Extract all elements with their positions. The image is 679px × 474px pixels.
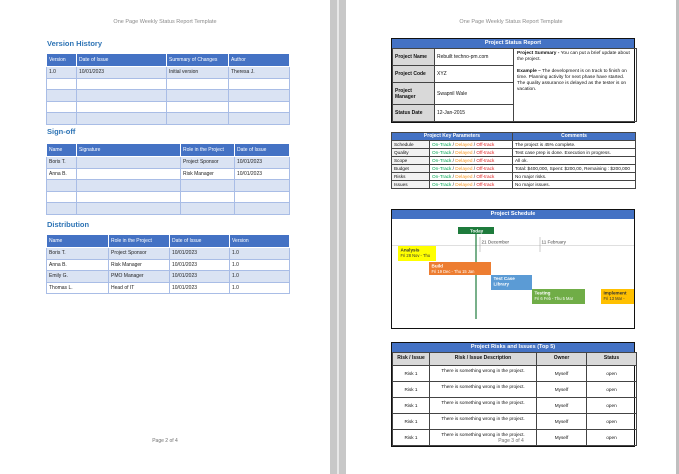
risk-description: There is something wrong in the project. (430, 398, 537, 414)
parameter-status (430, 149, 513, 157)
page-2 (0, 0, 330, 474)
table-cell (235, 180, 290, 192)
running-title: One Page Weekly Status Report Template (113, 19, 217, 25)
risks-table (392, 352, 637, 446)
parameter-name: Risks (392, 173, 430, 181)
risk-id: Risk 1 (393, 366, 430, 382)
schedule-title: Project Schedule (392, 210, 634, 219)
status-delayed: Delayed (455, 182, 473, 187)
table-row (47, 113, 290, 125)
risk-owner: Myself (537, 430, 587, 446)
project-status-report (391, 38, 635, 123)
table-cell: 1.0 (230, 259, 290, 271)
parameter-comment: No major issues. (513, 181, 636, 189)
status-delayed: Delayed (455, 158, 473, 163)
signoff-table (46, 143, 290, 215)
task-dates: Fri 19 Dec - Thu 15 Jan (431, 269, 475, 274)
column-header: Date of Issue (77, 54, 167, 67)
table-row (393, 382, 637, 398)
version-history-table (46, 53, 290, 125)
column-header: Role in the Project (181, 144, 235, 157)
table-cell (167, 113, 229, 125)
table-cell (181, 191, 235, 203)
signature-cell[interactable] (77, 191, 181, 203)
table-row (47, 78, 290, 90)
table-row (392, 181, 636, 189)
column-header: Name (47, 235, 109, 248)
table-row (47, 101, 290, 113)
column-header: Version (47, 54, 77, 67)
table-cell: Boris T. (47, 248, 109, 260)
signature-cell[interactable] (77, 157, 181, 169)
table-row (47, 203, 290, 215)
table-cell (47, 191, 77, 203)
table-cell (229, 101, 290, 113)
table-cell: 1.0 (230, 248, 290, 260)
parameter-status (430, 173, 513, 181)
column-header: Risk / Issue Description (430, 353, 537, 366)
risk-id: Risk 1 (393, 414, 430, 430)
project-schedule (391, 209, 635, 329)
version-history-heading: Version History (47, 39, 103, 48)
risk-owner: Myself (537, 398, 587, 414)
status-delayed: Delayed (455, 142, 473, 147)
status-delayed: Delayed (455, 174, 473, 179)
table-cell (47, 203, 77, 215)
status-off-track: Off-track (476, 158, 495, 163)
today-label: Today (470, 228, 484, 234)
table-row (393, 414, 637, 430)
risk-status: open (587, 398, 637, 414)
table-cell: 10/01/2023 (235, 168, 290, 180)
status-on-track: On-Track (432, 166, 452, 171)
risk-status: open (587, 430, 637, 446)
project-code-value: XYZ (435, 66, 514, 83)
parameter-comment: Test case prep is done. Execution in progress. (513, 149, 636, 157)
summary-label: Project Summary - (517, 51, 560, 56)
table-cell: 10/01/2023 (170, 282, 230, 294)
table-cell (229, 90, 290, 102)
table-cell: PMO Manager (109, 271, 170, 283)
status-off-track: Off-track (476, 142, 495, 147)
risks-title: Project Risks and Issues (Top 5) (392, 343, 634, 352)
status-separator: / (472, 182, 477, 187)
table-cell: 10/01/2023 (170, 259, 230, 271)
table-cell: 1.0 (230, 282, 290, 294)
table-row (392, 149, 636, 157)
status-off-track: Off-track (476, 166, 495, 171)
table-row (47, 67, 290, 79)
table-cell: Project Sponsor (109, 248, 170, 260)
status-separator: / (472, 150, 477, 155)
table-cell (167, 101, 229, 113)
task-dates: Fri 13 Mar - (603, 296, 625, 301)
column-header: Project Key Parameters (392, 133, 513, 141)
risk-description: There is something wrong in the project. (430, 414, 537, 430)
table-cell (77, 113, 167, 125)
column-header: Name (47, 144, 77, 157)
table-row (393, 398, 637, 414)
parameter-status (430, 181, 513, 189)
column-header: Date of Issue (170, 235, 230, 248)
table-row (47, 271, 290, 283)
table-cell: Anna B. (47, 168, 77, 180)
status-delayed: Delayed (455, 166, 473, 171)
table-cell (167, 90, 229, 102)
signature-cell[interactable] (77, 168, 181, 180)
risk-owner: Myself (537, 366, 587, 382)
table-row (47, 168, 290, 180)
project-code-label: Project Code (393, 66, 435, 83)
parameter-name: Quality (392, 149, 430, 157)
table-cell (47, 101, 77, 113)
table-row (47, 191, 290, 203)
table-cell (235, 203, 290, 215)
column-header: Status (587, 353, 637, 366)
table-cell (235, 191, 290, 203)
key-parameters (391, 132, 635, 189)
distribution-table (46, 234, 290, 294)
risk-description: There is something wrong in the project. (430, 366, 537, 382)
status-on-track: On-Track (432, 142, 452, 147)
status-separator: / (472, 158, 477, 163)
project-name-label: Project Name (393, 49, 435, 66)
status-separator: / (472, 142, 477, 147)
table-row (392, 173, 636, 181)
table-cell: 10/01/2023 (77, 67, 167, 79)
table-cell (47, 78, 77, 90)
table-cell: Project Sponsor (181, 157, 235, 169)
summary-text: You can put a brief update about the project. (517, 51, 630, 62)
project-manager-label: Project Manager (393, 83, 435, 105)
column-header: Author (229, 54, 290, 67)
table-row (392, 141, 636, 149)
example-label: Example – (517, 68, 541, 74)
risk-status: open (587, 382, 637, 398)
table-cell: 1.0 (47, 67, 77, 79)
status-separator: / (451, 166, 456, 171)
table-cell: Thomas L. (47, 282, 109, 294)
column-header: Comments (513, 133, 636, 141)
table-cell (229, 78, 290, 90)
risk-id: Risk 1 (393, 382, 430, 398)
task-dates: Fri 28 Nov - Thu (400, 253, 430, 258)
task-name: Implement (603, 290, 627, 296)
table-cell (77, 78, 167, 90)
table-row (47, 282, 290, 294)
table-cell: 10/01/2023 (170, 271, 230, 283)
date-marker-label: 21 December (481, 239, 510, 245)
table-cell: Initial version (167, 67, 229, 79)
table-row (393, 366, 637, 382)
column-header: Summary of Changes (167, 54, 229, 67)
project-name-value: Rebuilt techno-pm.com (435, 49, 514, 66)
table-cell (181, 180, 235, 192)
table-cell: Risk Manager (109, 259, 170, 271)
task-name: Build (431, 263, 443, 269)
project-risks-issues (391, 342, 635, 447)
parameter-name: Schedule (392, 141, 430, 149)
table-cell (181, 203, 235, 215)
status-separator: / (451, 142, 456, 147)
risk-status: open (587, 366, 637, 382)
status-separator: / (451, 182, 456, 187)
task-name-line: Test Case (493, 276, 515, 281)
table-cell: Anna B. (47, 259, 109, 271)
table-cell (229, 113, 290, 125)
parameter-comment: All ok. (513, 157, 636, 165)
status-separator: / (472, 174, 477, 179)
table-cell: 1.0 (230, 271, 290, 283)
table-cell (47, 180, 77, 192)
table-row (47, 248, 290, 260)
table-cell (77, 101, 167, 113)
parameter-comment: No major risks. (513, 173, 636, 181)
column-header: Date of Issue (235, 144, 290, 157)
table-cell: Emily G. (47, 271, 109, 283)
column-header: Risk / Issue (393, 353, 430, 366)
signature-cell[interactable] (77, 203, 181, 215)
table-cell (47, 90, 77, 102)
table-cell: Head of IT (109, 282, 170, 294)
running-title: One Page Weekly Status Report Template (459, 19, 563, 25)
parameter-name: Budget (392, 165, 430, 173)
status-off-track: Off-track (476, 174, 495, 179)
status-on-track: On-Track (432, 150, 452, 155)
table-row (47, 157, 290, 169)
risk-status: open (587, 414, 637, 430)
risk-owner: Myself (537, 382, 587, 398)
task-dates: Fri 6 Feb - Thu 5 Mar (534, 296, 574, 301)
gantt-chart (392, 219, 634, 327)
signature-cell[interactable] (77, 180, 181, 192)
column-header: Owner (537, 353, 587, 366)
table-cell (167, 78, 229, 90)
parameter-status (430, 157, 513, 165)
status-date-value: 12-Jan-2015 (435, 105, 514, 122)
project-manager-value: Swapnil Wale (435, 83, 514, 105)
status-delayed: Delayed (455, 150, 473, 155)
risk-description: There is something wrong in the project. (430, 382, 537, 398)
risk-id: Risk 1 (393, 398, 430, 414)
column-header: Role in the Project (109, 235, 170, 248)
parameter-comment: The project is 45% complete. (513, 141, 636, 149)
status-separator: / (472, 166, 477, 171)
table-row (47, 90, 290, 102)
status-off-track: Off-track (476, 150, 495, 155)
table-cell (47, 113, 77, 125)
table-row (392, 165, 636, 173)
risk-owner: Myself (537, 414, 587, 430)
table-cell: Theresa J. (229, 67, 290, 79)
risk-id: Risk 1 (393, 430, 430, 446)
key-parameters-table (391, 132, 636, 189)
project-summary (514, 49, 637, 122)
status-report-table (392, 48, 637, 122)
task-name-line: Library (493, 281, 510, 287)
parameter-status (430, 165, 513, 173)
status-on-track: On-Track (432, 182, 452, 187)
risk-description: There is something wrong in the project. (430, 430, 537, 446)
table-cell: Boris T. (47, 157, 77, 169)
date-marker-label: 11 February (541, 239, 566, 245)
table-cell (77, 90, 167, 102)
status-separator: / (451, 158, 456, 163)
table-row (393, 49, 637, 66)
task-name: Analysis (400, 247, 420, 253)
status-on-track: On-Track (432, 158, 452, 163)
status-report-title: Project Status Report (392, 39, 634, 48)
task-name: Testing (534, 290, 551, 296)
example-text: The development is on track to finish on time. Planning activity for next phase have started. The quality assurance is delayed as the tester is on vacation. (517, 68, 627, 92)
page-number: Page 2 of 4 (152, 438, 178, 444)
table-row (47, 180, 290, 192)
parameter-status (430, 141, 513, 149)
status-on-track: On-Track (432, 174, 452, 179)
table-row (47, 259, 290, 271)
table-row (392, 157, 636, 165)
table-cell: 10/01/2023 (235, 157, 290, 169)
signoff-heading: Sign-off (47, 127, 76, 136)
status-date-label: Status Date (393, 105, 435, 122)
parameter-comment: Total: $400,000, Spent: $200,00, Remaining : $200,000 (513, 165, 636, 173)
column-header: Signature (77, 144, 181, 157)
status-separator: / (451, 174, 456, 179)
page-divider (337, 0, 339, 474)
parameter-name: Issues (392, 181, 430, 189)
table-cell: 10/01/2023 (170, 248, 230, 260)
column-header: Version (230, 235, 290, 248)
page-number: Page 3 of 4 (498, 438, 524, 444)
status-separator: / (451, 150, 456, 155)
status-off-track: Off-track (476, 182, 495, 187)
table-cell: Risk Manager (181, 168, 235, 180)
parameter-name: Scope (392, 157, 430, 165)
table-row (393, 430, 637, 446)
distribution-heading: Distribution (47, 220, 90, 229)
